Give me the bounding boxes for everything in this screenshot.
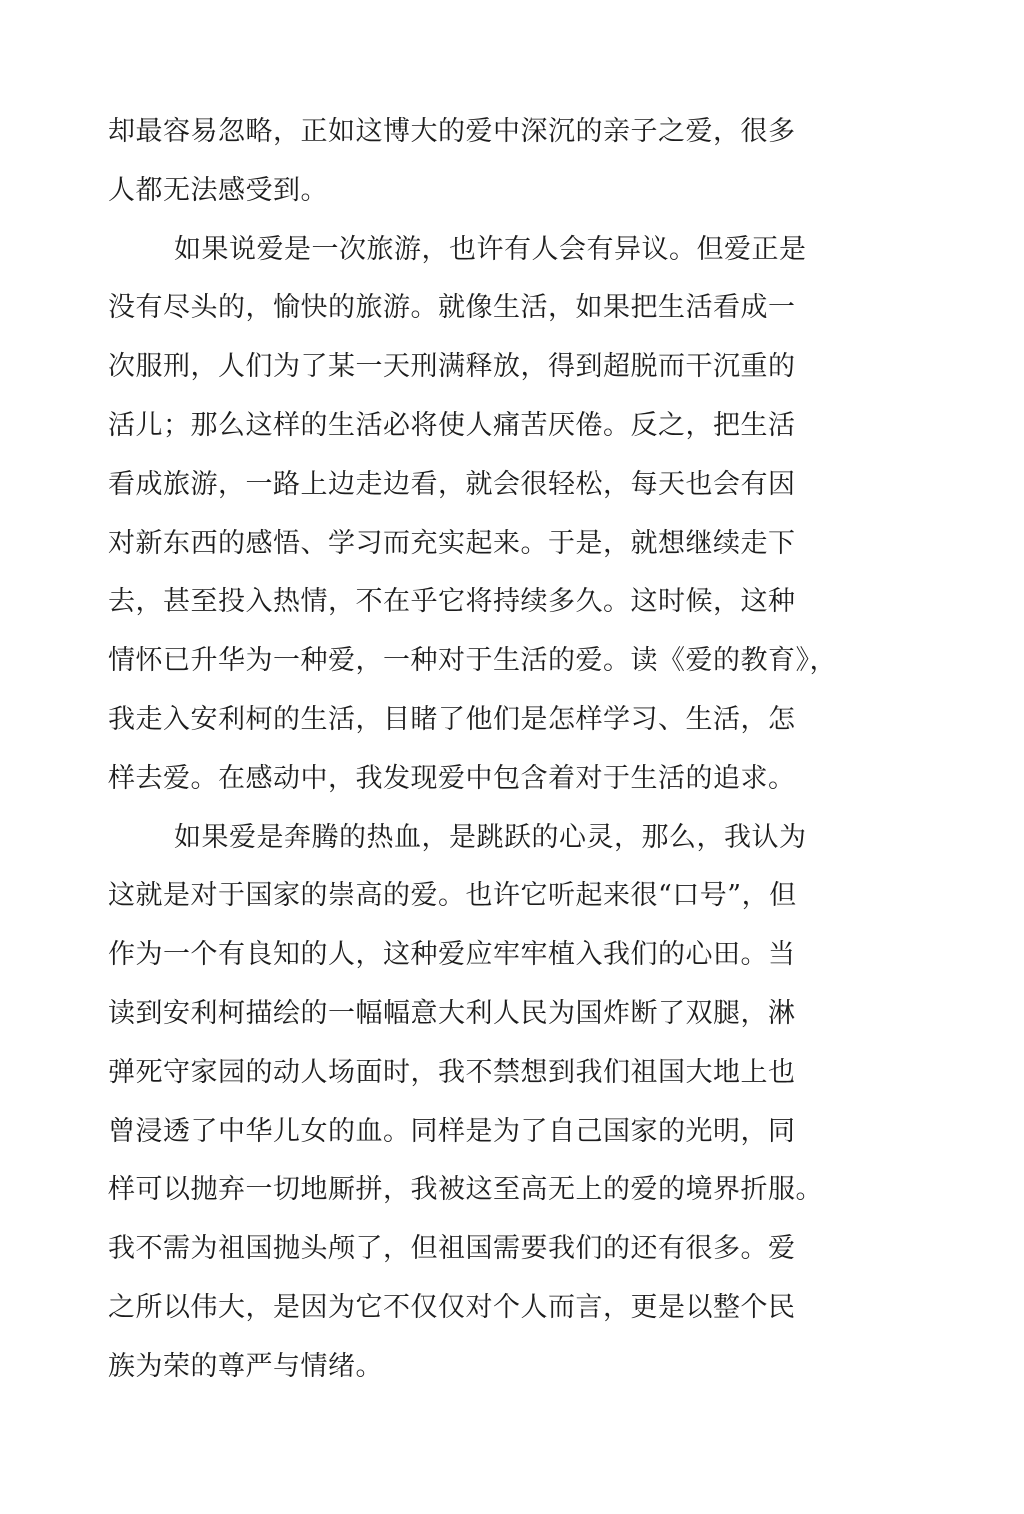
text-line: 曾浸透了中华儿女的血。同样是为了自己国家的光明，同 bbox=[108, 1115, 796, 1147]
text-line: 这就是对于国家的崇高的爱。也许它听起来很“口号”，但 bbox=[108, 880, 797, 912]
paragraph-first-line: 如果爱是奔腾的热血，是跳跃的心灵，那么，我认为 bbox=[174, 821, 807, 853]
text-line: 我不需为祖国抛头颅了，但祖国需要我们的还有很多。爱 bbox=[108, 1233, 796, 1265]
text-line: 作为一个有良知的人，这种爱应牢牢植入我们的心田。当 bbox=[108, 939, 796, 971]
text-line: 次服刑，人们为了某一天刑满释放，得到超脱而干沉重的 bbox=[108, 351, 796, 383]
text-line: 看成旅游，一路上边走边看，就会很轻松，每天也会有因 bbox=[108, 468, 796, 500]
text-line: 弹死守家园的动人场面时，我不禁想到我们祖国大地上也 bbox=[108, 1056, 796, 1088]
text-line: 去，甚至投入热情，不在乎它将持续多久。这时候，这种 bbox=[108, 586, 796, 618]
paragraph-first-line: 如果说爱是一次旅游，也许有人会有异议。但爱正是 bbox=[174, 233, 807, 265]
body-text bbox=[108, 103, 908, 1397]
text-line: 情怀已升华为一种爱，一种对于生活的爱。读《爱的教育》， bbox=[108, 645, 837, 677]
text-line: 活儿；那么这样的生活必将使人痛苦厌倦。反之，把生活 bbox=[108, 409, 796, 441]
text-line: 我走入安利柯的生活，目睹了他们是怎样学习、生活，怎 bbox=[108, 703, 796, 735]
text-line: 人都无法感受到。 bbox=[108, 174, 328, 206]
text-line: 却最容易忽略，正如这博大的爱中深沉的亲子之爱，很多 bbox=[108, 116, 796, 147]
text-line: 对新东西的感悟、学习而充实起来。于是，就想继续走下 bbox=[108, 527, 796, 559]
text-line: 之所以伟大，是因为它不仅仅对个人而言，更是以整个民 bbox=[108, 1291, 796, 1323]
text-line: 样可以抛弃一切地厮拼，我被这至高无上的爱的境界折服。 bbox=[108, 1174, 823, 1206]
text-line: 读到安利柯描绘的一幅幅意大利人民为国炸断了双腿，淋 bbox=[108, 997, 796, 1029]
text-line: 族为荣的尊严与情绪。 bbox=[108, 1350, 383, 1382]
text-line: 样去爱。在感动中，我发现爱中包含着对于生活的追求。 bbox=[108, 762, 796, 794]
text-line: 没有尽头的，愉快的旅游。就像生活，如果把生活看成一 bbox=[108, 292, 796, 324]
